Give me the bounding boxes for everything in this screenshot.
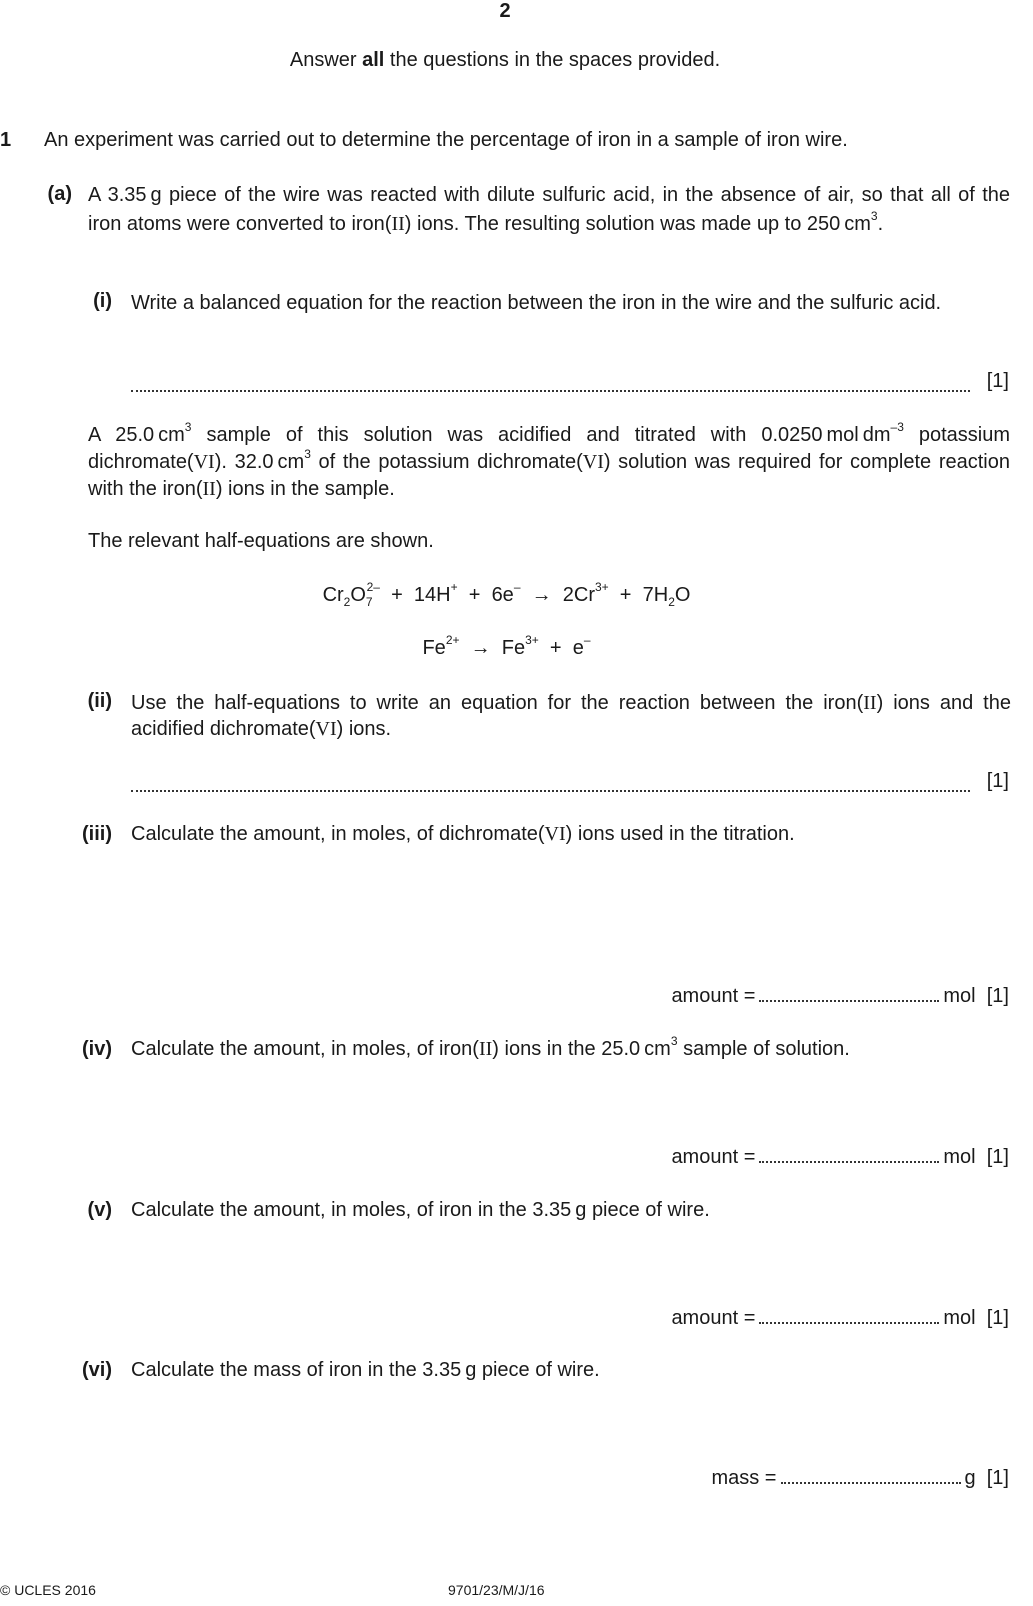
answer-row-vi: mass = g [1]	[711, 1467, 1009, 1489]
instruction-post: the questions in the spaces provided.	[384, 49, 721, 71]
answer-field-iii[interactable]	[759, 1000, 939, 1002]
mark-ii: [1]	[986, 770, 1009, 792]
part-a-v-text: Calculate the amount, in moles, of iron in the 3.35 g piece of wire.	[131, 1199, 710, 1221]
part-a-i-text: Write a balanced equation for the reaction between the iron in the wire and the sulfuric acid.	[131, 292, 942, 314]
question-number: 1	[0, 129, 12, 151]
part-a-iii-label: (iii)	[82, 823, 112, 845]
footer-paper-code: 9701/23/M/J/16	[448, 1582, 545, 1598]
part-a-vi-label: (vi)	[82, 1359, 112, 1381]
question-stem: An experiment was carried out to determine the percentage of iron in a sample of iron wire.	[44, 129, 848, 151]
page-number: 2	[499, 0, 511, 22]
part-a-v-label: (v)	[87, 1199, 112, 1221]
half-equation-iron: $Fe^{2+} \to Fe^{3+} + e^-$	[422, 633, 591, 659]
footer-copyright: © UCLES 2016	[0, 1582, 96, 1598]
part-a-ii-text: Use the half-equations to write an equation for the reaction between the iron(II) ions and the acidified dichromate(VI) ions.	[131, 692, 1011, 740]
titration-paragraph: A 25.0 $cm^3$ sample of this solution was acidified and titrated with 0.0250 mol $dm^{-3}$ potassium dichromate(VI). 32.0 $cm^3$ of the potassium dichromate(VI) solution was required for complete reaction with the iron(II) ions in the sample.	[88, 420, 1010, 500]
instruction-bold: all	[362, 49, 385, 71]
answer-field-v[interactable]	[759, 1322, 939, 1324]
part-a-vi-text: Calculate the mass of iron in the 3.35 g piece of wire.	[131, 1359, 600, 1381]
reaction-arrow: →	[470, 637, 491, 659]
mark-vi: [1]	[986, 1467, 1009, 1489]
instruction-pre: Answer	[289, 49, 363, 71]
part-a-intro: A 3.35 g piece of the wire was reacted with dilute sulfuric acid, in the absence of air, so that all of the iron atoms were converted to iron(II) ions. The resulting solution was made up to 250 $cm^3$.	[88, 184, 1010, 235]
part-a-iii-text: Calculate the amount, in moles, of dichromate(VI) ions used in the titration.	[131, 823, 795, 845]
answer-line-i[interactable]	[131, 390, 970, 392]
answer-field-vi[interactable]	[781, 1482, 961, 1484]
answer-row-iv: amount = mol [1]	[671, 1146, 1009, 1168]
part-a-iv-label: (iv)	[82, 1038, 112, 1060]
answer-row-iii: amount = mol [1]	[671, 985, 1009, 1007]
mark-v: [1]	[986, 1307, 1009, 1329]
mark-iii: [1]	[986, 985, 1009, 1007]
mark-iv: [1]	[986, 1146, 1009, 1168]
part-a-label: (a)	[47, 183, 72, 205]
part-a-i-label: (i)	[93, 290, 112, 312]
part-a-iv-text: Calculate the amount, in moles, of iron(II) ions in the 25.0 $cm^3$ sample of solution.	[131, 1034, 850, 1060]
part-a-ii-label: (ii)	[87, 690, 112, 712]
instruction	[0, 49, 1010, 72]
answer-row-v: amount = mol [1]	[671, 1307, 1009, 1329]
half-equation-dichromate: $Cr_2O_7^{2-} + 14H^+ + 6e^- \to 2Cr^{3+} + 7H_2O$	[322, 580, 691, 609]
half-equations-intro: The relevant half-equations are shown.	[88, 530, 434, 552]
answer-line-ii[interactable]	[131, 790, 970, 792]
answer-field-iv[interactable]	[759, 1161, 939, 1163]
mark-i: [1]	[986, 370, 1009, 392]
reaction-arrow: →	[531, 584, 552, 606]
